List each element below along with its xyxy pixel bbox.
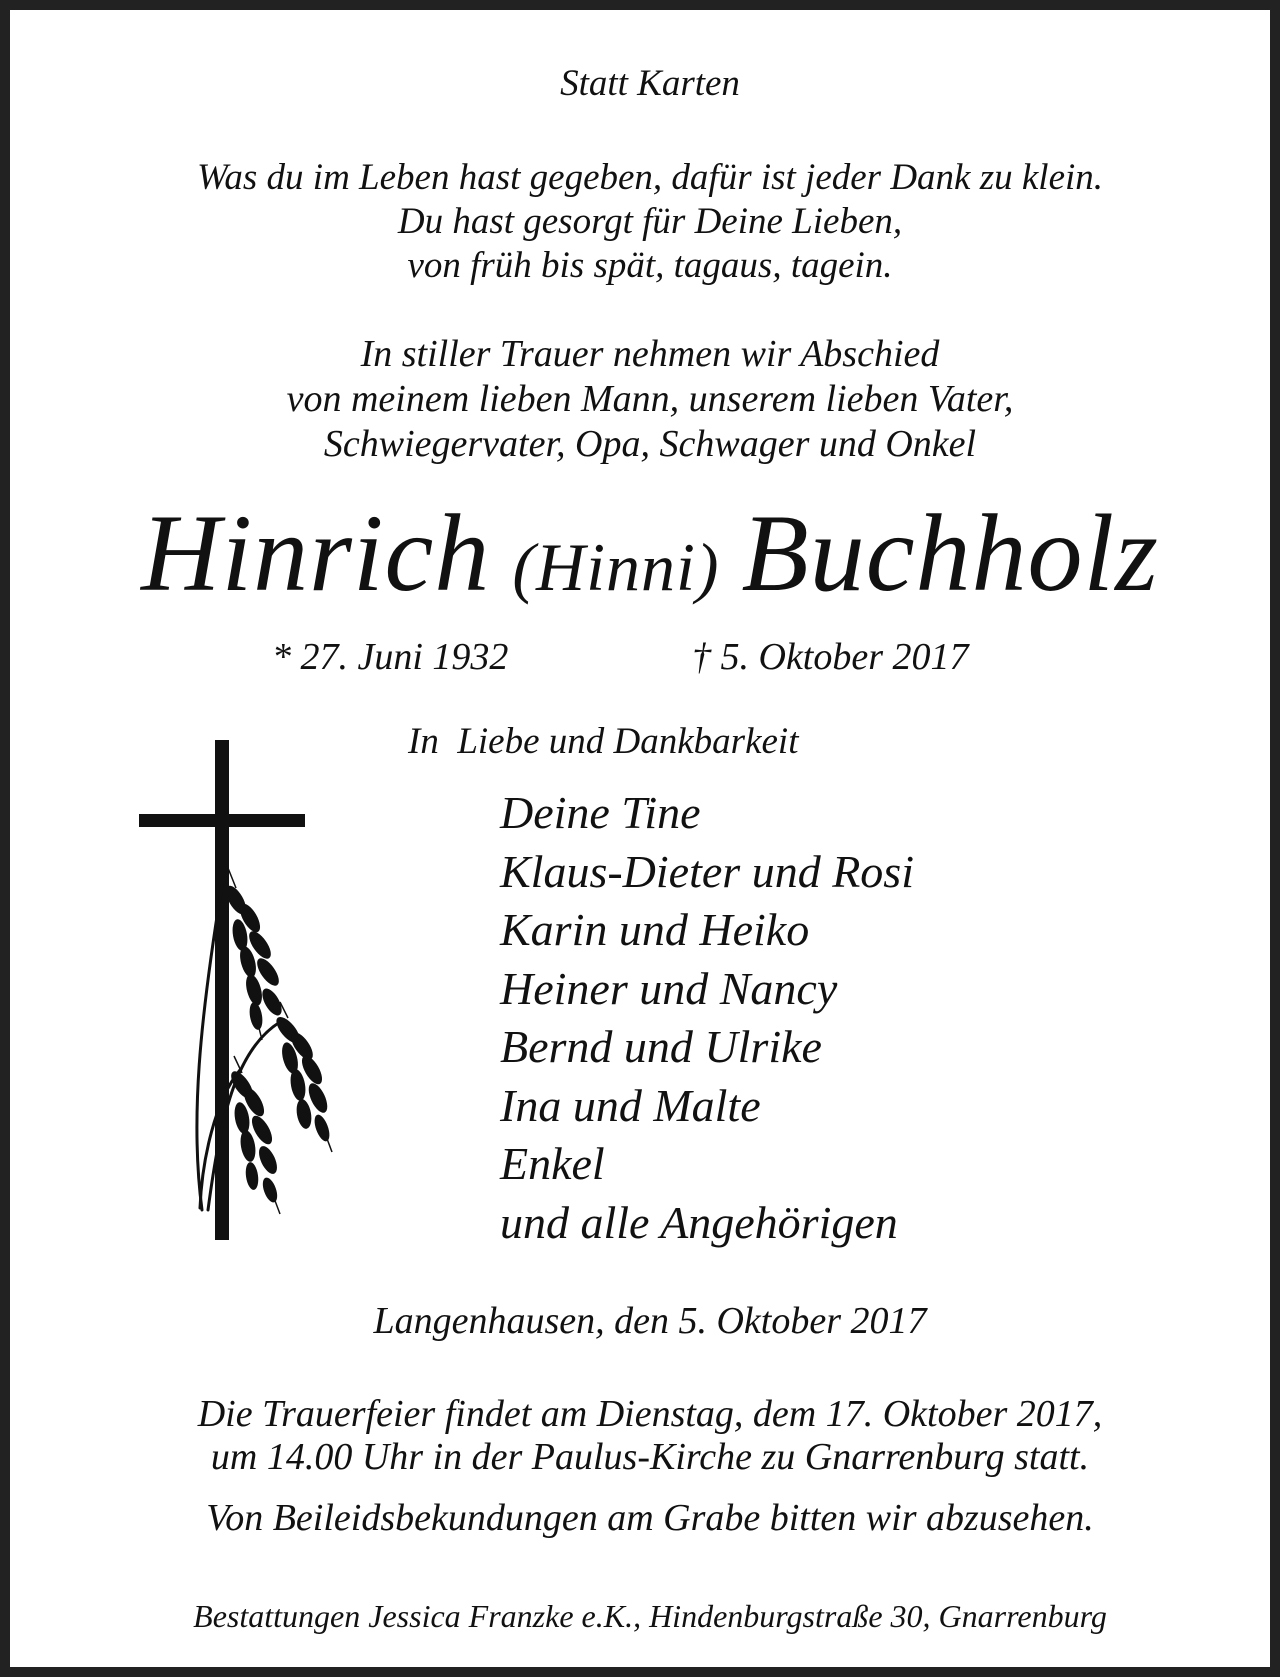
verse-line: von früh bis spät, tagaus, tagein. [407, 245, 893, 286]
verse-line: Was du im Leben hast gegeben, dafür ist jeder Dank zu klein. [196, 157, 1104, 198]
deceased-nickname: (Hinni) [512, 529, 720, 605]
intro-line: von meinem lieben Mann, unserem lieben Vater, [286, 378, 1014, 420]
birth-date: * 27. Juni 1932 [272, 636, 509, 678]
cross-with-wheat-icon [130, 740, 360, 1240]
deceased-name [10, 492, 1280, 614]
mourner-item: Ina und Malte [500, 1079, 761, 1131]
funeral-service [10, 1393, 1280, 1479]
header-statt-karten: Statt Karten [560, 63, 740, 104]
love-line-text: In Liebe und Dankbarkeit [408, 721, 799, 762]
condolence-note: Von Beileidsbekundungen am Grabe bitten wir abzusehen. [206, 1497, 1094, 1539]
verse [10, 156, 1280, 288]
intro-line: Schwiegervater, Opa, Schwager und Onkel [323, 423, 977, 465]
intro-line: In stiller Trauer nehmen wir Abschied [360, 333, 940, 375]
deceased-last-name: Buchholz [741, 492, 1159, 614]
mourners-list [500, 784, 914, 1252]
intro [10, 332, 1280, 467]
deceased-first-name: Hinrich [141, 492, 491, 614]
death-date: † 5. Oktober 2017 [692, 636, 969, 678]
mourner-item: und alle Angehörigen [500, 1196, 898, 1248]
mourner-item: Karin und Heiko [500, 904, 810, 955]
mourner-item: Heiner und Nancy [500, 962, 838, 1014]
mourner-item: Klaus-Dieter und Rosi [500, 845, 914, 897]
undertaker: Bestattungen Jessica Franzke e.K., Hindenburgstraße 30, Gnarrenburg [193, 1598, 1107, 1634]
service-line: um 14.00 Uhr in der Paulus-Kirche zu Gnarrenburg statt. [210, 1436, 1090, 1478]
mourner-item: Bernd und Ulrike [500, 1021, 822, 1072]
mourner-item: Enkel [500, 1138, 605, 1189]
place-date: Langenhausen, den 5. Oktober 2017 [373, 1300, 927, 1342]
service-line: Die Trauerfeier findet am Dienstag, dem 17. Oktober 2017, [197, 1393, 1103, 1435]
verse-line: Du hast gesorgt für Deine Lieben, [397, 201, 903, 242]
mourner-item: Deine Tine [500, 787, 701, 838]
